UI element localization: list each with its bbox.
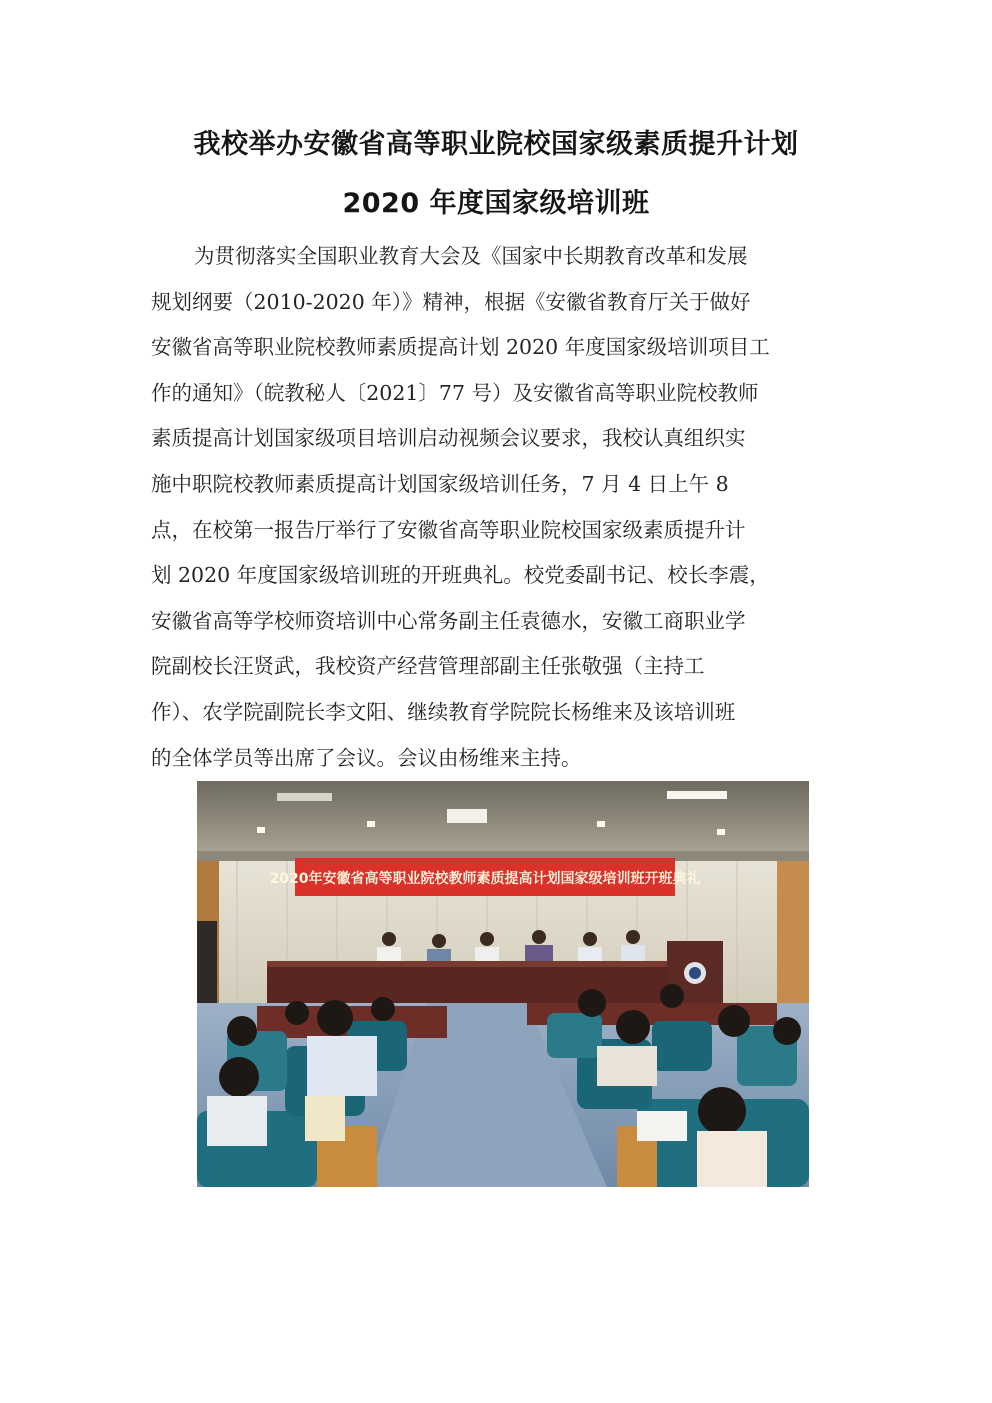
document-title-line-1: 我校举办安徽省高等职业院校国家级素质提升计划 — [193, 129, 799, 160]
paragraph-line: 点，在校第一报告厅举行了安徽省高等职业院校国家级素质提升计 — [151, 517, 746, 542]
body-paragraph — [151, 234, 841, 781]
paragraph-line: 为贯彻落实全国职业教育大会及《国家中长期教育改革和发展 — [194, 244, 748, 268]
paragraph-line: 规划纲要（2010-2020 年）》精神，根据《安徽省教育厅关于做好 — [151, 289, 751, 314]
paragraph-line: 作的通知》（皖教秘人〔2021〕77 号）及安徽省高等职业院校教师 — [151, 380, 759, 405]
paragraph-line: 素质提高计划国家级项目培训启动视频会议要求，我校认真组织实 — [151, 426, 746, 451]
paragraph-line: 的全体学员等出席了会议。会议由杨维来主持。 — [151, 745, 582, 770]
paragraph-line: 划 2020 年度国家级培训班的开班典礼。校党委副书记、校长李震， — [151, 563, 770, 588]
paragraph-line: 安徽省高等学校师资培训中心常务副主任袁德水，安徽工商职业学 — [151, 608, 746, 633]
paragraph-line: 施中职院校教师素质提高计划国家级培训任务，7 月 4 日上午 8 — [151, 471, 729, 496]
banner-text: 2020年安徽省高等职业院校教师素质提高计划国家级培训班开班典礼 — [269, 871, 701, 887]
meeting-photo — [197, 781, 809, 1187]
paragraph-line: 作）、农学院副院长李文阳、继续教育学院院长杨维来及该培训班 — [151, 699, 736, 724]
paragraph-line: 院副校长汪贤武，我校资产经营管理部副主任张敬强（主持工 — [151, 654, 705, 679]
document-title-line-2: 2020 年度国家级培训班 — [342, 188, 650, 219]
paragraph-line: 安徽省高等职业院校教师素质提高计划 2020 年度国家级培训项目工 — [151, 335, 770, 360]
